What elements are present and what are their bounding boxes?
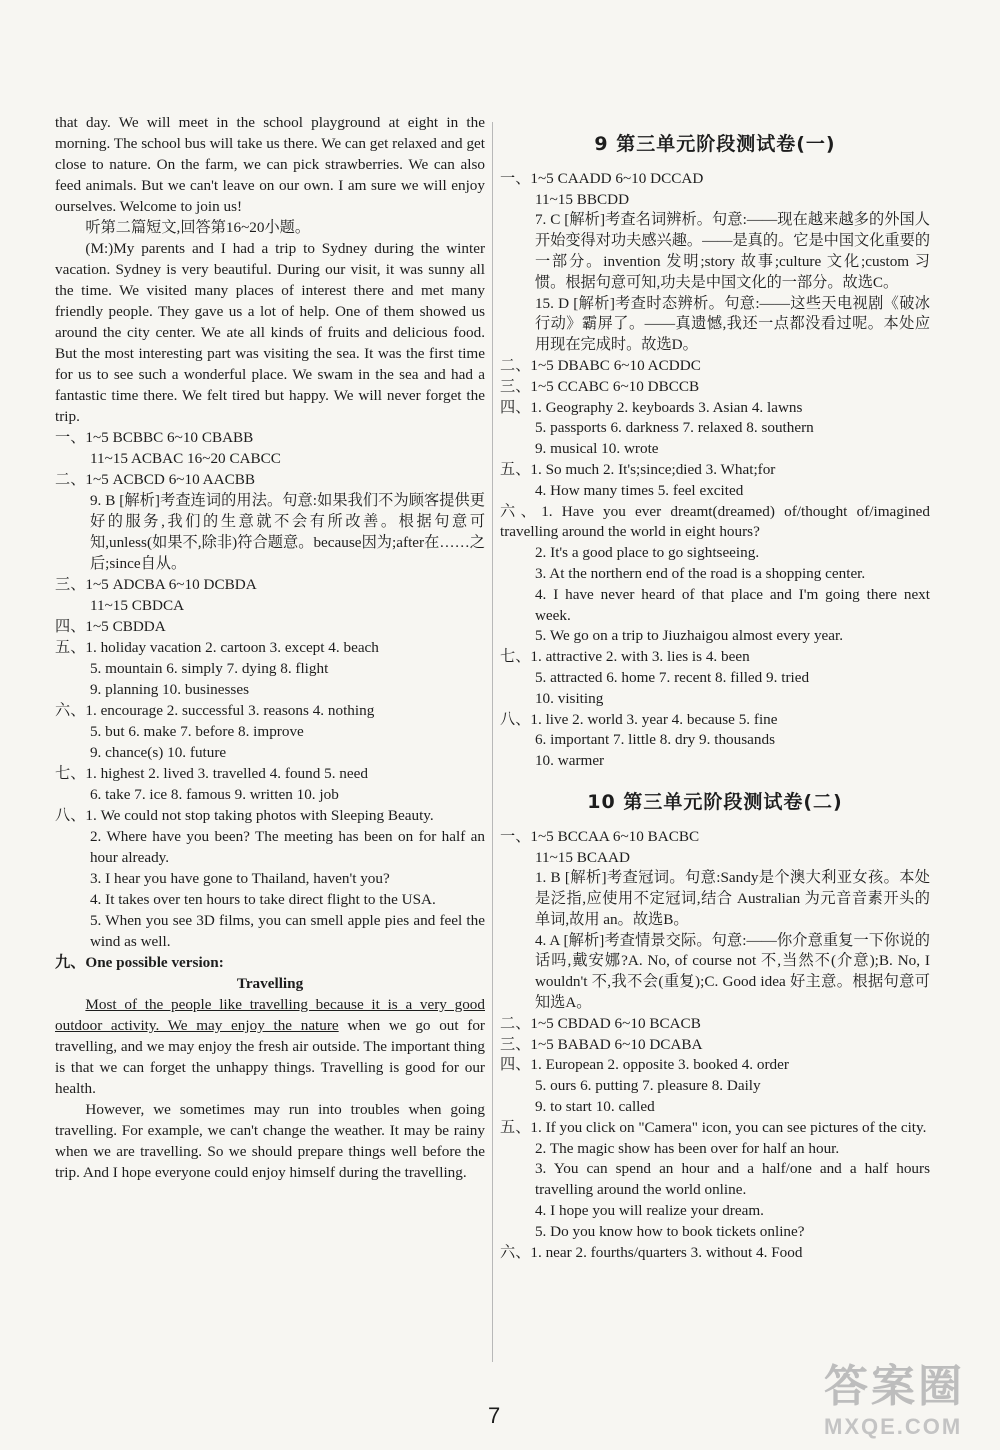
answer-line: 六、1. near 2. fourths/quarters 3. without 4. Food <box>500 1243 803 1261</box>
answer-line: 9. musical 10. wrote <box>534 440 659 458</box>
answer-line: 11~15 ACBAC 16~20 CABCC <box>89 450 281 467</box>
explanation: 9. B [解析]考查连词的用法。句意:如果我们不为顾客提供更好的服务,我们的生意就不会有所改善。根据句意可知,unless(如果不,除非)符合题意。because因为;after在……之后;since自从。 <box>89 492 485 572</box>
answer-line: 5. We go on a trip to Jiuzhaigou almost every year. <box>534 627 844 645</box>
answer-line: 5. Do you know how to book tickets online? <box>534 1222 805 1240</box>
answer-line: 2. It's a good place to go sightseeing. <box>534 544 760 562</box>
essay-paragraph-2: However, we sometimes may run into troubles when going travelling. For example, we can't change the weather. It may be rainy when we are travelling. So we should prepare things well before the trip. And I hope everyone could enjoy himself during the travelling. <box>55 1101 485 1181</box>
answer-line: 4. How many times 5. feel excited <box>534 481 744 499</box>
page-number: 7 <box>488 1403 501 1428</box>
watermark-mark: 答案圈 <box>824 1361 965 1412</box>
answer-line: 11~15 BCAAD <box>534 848 630 866</box>
answer-line: 七、1. attractive 2. with 3. lies is 4. been <box>500 648 750 666</box>
answer-line: 八、1. We could not stop taking photos with Sleeping Beauty. <box>55 807 434 824</box>
answer-line: 二、1~5 CBDAD 6~10 BCACB <box>500 1014 701 1032</box>
answer-line: 5. passports 6. darkness 7. relaxed 8. southern <box>534 419 814 437</box>
answer-line: 4. It takes over ten hours to take direct flight to the USA. <box>89 891 436 908</box>
answer-line: 六、1. encourage 2. successful 3. reasons 4. nothing <box>55 702 375 719</box>
section-title-9: 9 第三单元阶段测试卷(一) <box>594 133 836 155</box>
answer-line: 五、1. holiday vacation 2. cartoon 3. except 4. beach <box>55 639 379 656</box>
answer-line: 2. The magic show has been over for half an hour. <box>534 1139 840 1157</box>
answer-line: 二、1~5 ACBCD 6~10 AACBB <box>55 471 255 488</box>
answer-line: 一、1~5 BCBBC 6~10 CBABB <box>55 429 254 446</box>
section-title-10: 10 第三单元阶段测试卷(二) <box>587 790 843 813</box>
answer-line: 11~15 BBCDD <box>534 190 630 208</box>
essay-label: 九、One possible version: <box>55 954 224 971</box>
answer-line: 七、1. highest 2. lived 3. travelled 4. found 5. need <box>55 765 368 782</box>
answer-line: 五、1. If you click on "Camera" icon, you can see pictures of the city. <box>500 1118 927 1136</box>
answer-line: 四、1. European 2. opposite 3. booked 4. order <box>500 1056 789 1074</box>
answer-line: 10. visiting <box>534 689 604 707</box>
essay-text: when we go out for travelling, and we may enjoy the fresh air outside. The important thing is that we can forget the unhappy things. Travelling is good for our health. <box>55 1017 485 1097</box>
essay-title: Travelling <box>236 975 304 992</box>
explanation: 7. C [解析]考查名词辨析。句意:——现在越来越多的外国人开始变得对功夫感兴趣。——是真的。它是中国文化重要的一部分。invention 发明;story 故事;culture 文化;custom 习惯。根据句意可知,功夫是中国文化的一部分。故选C。 <box>534 211 930 291</box>
explanation: 15. D [解析]考查时态辨析。句意:——这些天电视剧《破冰行动》霸屏了。——真遗憾,我还一点都没看过呢。本处应用现在完成时。故选D。 <box>534 294 930 354</box>
explanation: 4. A [解析]考查情景交际。句意:——你介意重复一下你说的话吗,戴安娜?A. No, of course not 不,当然不(介意);B. No, I wouldn't 不,我不会(重复);C. Good idea 好主意。根据句意可知选A。 <box>534 931 930 1012</box>
answer-line: 9. to start 10. called <box>534 1098 655 1116</box>
answer-line: 三、1~5 ADCBA 6~10 DCBDA <box>55 576 257 593</box>
answer-line: 5. attracted 6. home 7. recent 8. filled 9. tried <box>534 668 810 686</box>
listening-passage-2: (M:)My parents and I had a trip to Sydney during the winter vacation. Sydney is very beautiful. During our visit, it was sunny all the time. We visited many places of interest there and met many friendly people. They gave us a lot of help. One of them showed us around the city center. We ate all kinds of fruits and delicious food. But the most interesting part was visiting the sea. It was the first time for us to see such a wonderful place. We swam in the sea and had a fantastic time there. We felt tired but happy. We will never forget the trip. <box>55 240 485 425</box>
answer-line: 三、1~5 CCABC 6~10 DBCCB <box>500 377 700 395</box>
answer-line: 2. Where have you been? The meeting has been on for half an hour already. <box>89 828 485 866</box>
answer-line: 二、1~5 DBABC 6~10 ACDDC <box>500 356 701 374</box>
answer-line: 5. but 6. make 7. before 8. improve <box>89 723 304 740</box>
answer-line: 八、1. live 2. world 3. year 4. because 5. fine <box>500 710 778 728</box>
answer-line: 10. warmer <box>534 752 605 770</box>
answer-line: 五、1. So much 2. It's;since;died 3. What;for <box>500 460 776 478</box>
answer-line: 6. take 7. ice 8. famous 9. written 10. job <box>89 786 339 803</box>
answer-line: 一、1~5 BCCAA 6~10 BACBC <box>500 827 700 845</box>
column-divider <box>492 122 493 1362</box>
answer-line: 5. ours 6. putting 7. pleasure 8. Daily <box>534 1077 761 1095</box>
answer-line: 5. mountain 6. simply 7. dying 8. flight <box>89 660 329 677</box>
answer-line: 4. I have never heard of that place and I'm going there next week. <box>534 585 930 624</box>
answer-line: 四、1~5 CBDDA <box>55 618 166 635</box>
answer-line: 9. chance(s) 10. future <box>89 744 227 761</box>
listening-instruction-2: 听第二篇短文,回答第16~20小题。 <box>85 219 311 236</box>
listening-passage-1: that day. We will meet in the school playground at eight in the morning. The school bus will take us there. We can get relaxed and get close to nature. On the farm, we can pick strawberries. We can also feed animals. But we can't leave on our own. I am sure we will enjoy ourselves. Welcome to join us! <box>55 114 485 215</box>
answer-line: 3. I hear you have gone to Thailand, haven't you? <box>89 870 390 887</box>
answer-line: 四、1. Geography 2. keyboards 3. Asian 4. lawns <box>500 398 803 416</box>
answer-line: 4. I hope you will realize your dream. <box>534 1202 764 1220</box>
essay-underlined-text: Most of the people like travelling because it is a very good outdoor activity. We may enjoy the nature <box>55 996 485 1034</box>
answer-line: 3. You can spend an hour and a half/one and a half hours travelling around the world online. <box>534 1160 930 1199</box>
answer-line: 六、1. Have you ever dreamt(dreamed) of/thought of/imagined travelling around the world in eight hours? <box>500 502 930 541</box>
answer-line: 一、1~5 CAADD 6~10 DCCAD <box>500 169 704 187</box>
answer-line: 6. important 7. little 8. dry 9. thousands <box>534 731 775 749</box>
watermark-logo <box>824 1350 992 1446</box>
answer-line: 11~15 CBDCA <box>89 597 185 614</box>
explanation: 1. B [解析]考查冠词。句意:Sandy是个澳大利亚女孩。本处是泛指,应使用不定冠词,结合 Australian 为元音音素开头的单词,故用 an。故选B。 <box>534 869 930 928</box>
left-column <box>55 112 485 1183</box>
watermark-site: MXQE.COM <box>824 1414 963 1439</box>
answer-line: 三、1~5 BABAD 6~10 DCABA <box>500 1035 703 1053</box>
answer-line: 9. planning 10. businesses <box>89 681 249 698</box>
answer-line: 3. At the northern end of the road is a shopping center. <box>534 564 866 582</box>
answer-line: 5. When you see 3D films, you can smell apple pies and feel the wind as well. <box>89 912 485 950</box>
right-column <box>500 112 930 1263</box>
essay-paragraph-1 <box>55 994 485 1099</box>
